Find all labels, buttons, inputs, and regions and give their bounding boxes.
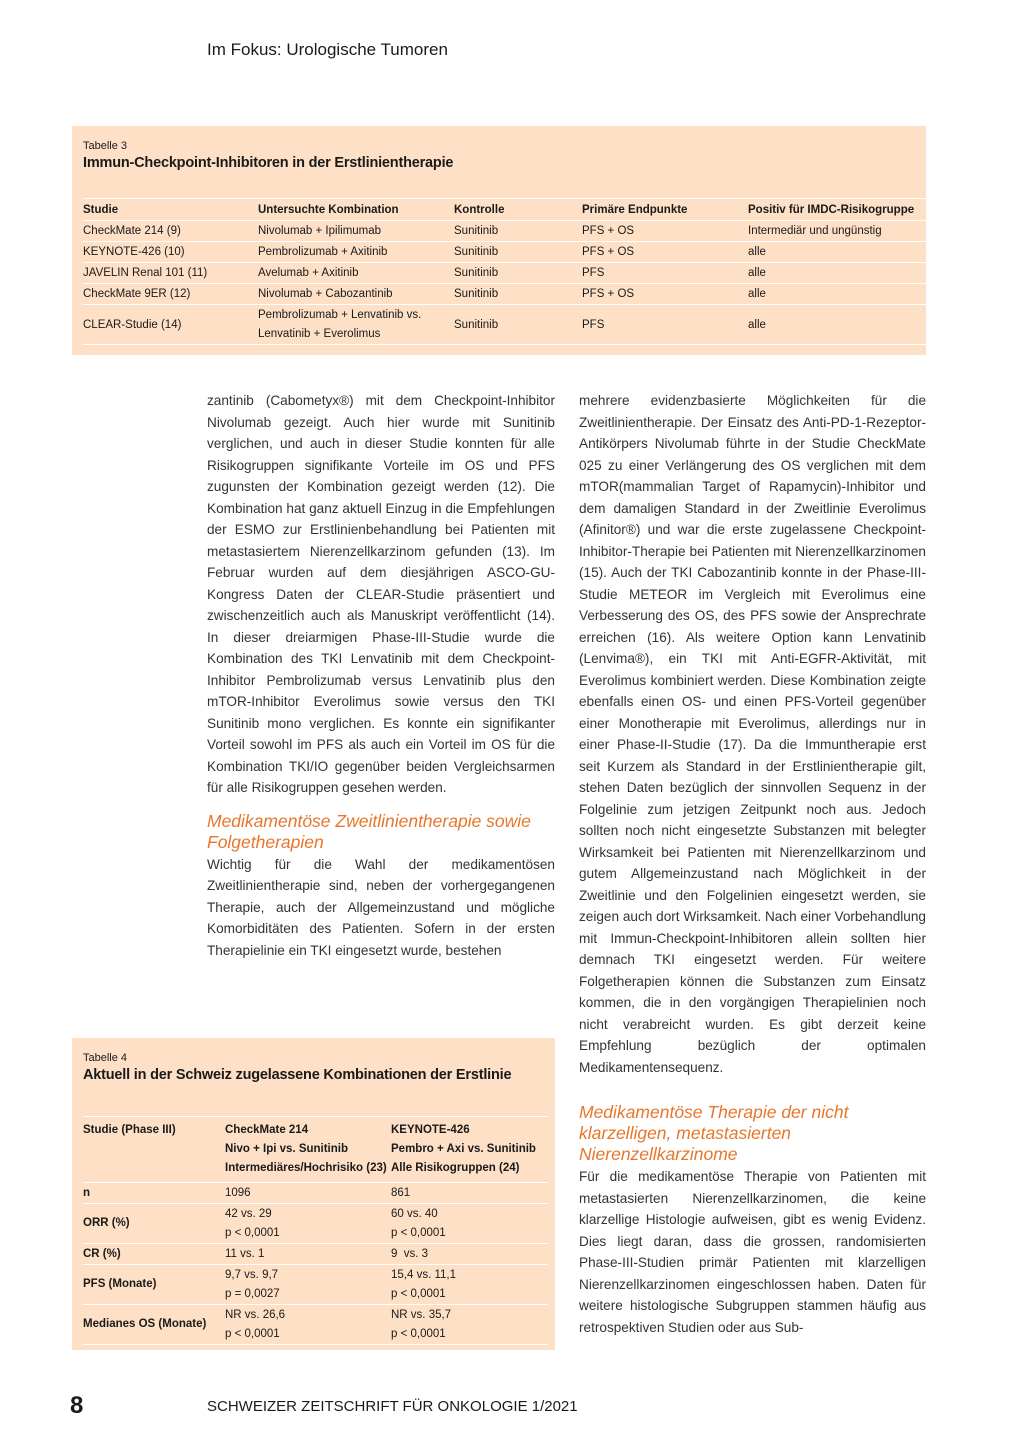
- table-cell: NR vs. 26,6 p < 0,0001: [225, 1305, 391, 1345]
- body-paragraph: zantinib (Cabometyx®) mit dem Checkpoint-Inhibitor Nivolumab gezeigt. Auch hier wurde mit Sunitinib verglichen, und auch in dieser Studie konnten für alle Risikogruppen signifikante Vorteile im OS und PFS zugunsten der Kombination gezeigt werden (12). Die Kombination hat ganz aktuell Einzug in die Empfehlungen der ESMO zur Erstlinienbehandlung bei Patienten mit metastasiertem Nierenzellkarzinom gefunden (13). Im Februar wurden auf dem diesjährigen ASCO-GU-Kongress Daten der CLEAR-Studie präsentiert und zwischenzeitlich auch als Manuskript veröffentlicht (14). In dieser dreiarmigen Phase-III-Studie wurde die Kombination des TKI Lenvatinib mit dem Checkpoint-Inhibitor Pembrolizumab versus Lenvatinib plus den mTOR-Inhibitor Everolimus sowie versus den TKI Sunitinib mono verglichen. Es konnte ein signifikanter Vorteil sowohl im PFS als auch ein Vorteil im OS für die Kombination TKI/IO gegenüber beiden Vergleichsarmen für alle Risikogruppen gesehen werden.: [207, 393, 555, 795]
- table-row: [83, 221, 926, 242]
- table-cell: PFS + OS: [582, 242, 748, 263]
- table-cell: alle: [748, 242, 926, 263]
- section-heading: Medikamentöse Therapie der nicht klarzelligen, metastasierten Nierenzellkarzinome: [579, 1102, 849, 1164]
- table-cell: 60 vs. 40 p < 0,0001: [391, 1204, 548, 1244]
- row-label: n: [83, 1183, 225, 1204]
- table-cell: 1096: [225, 1183, 391, 1204]
- table-cell: Sunitinib: [454, 263, 582, 284]
- table-row: [83, 305, 926, 345]
- table-cell: Pembrolizumab + Axitinib: [258, 242, 454, 263]
- column-header: Positiv für IMDC-Risikogruppe: [748, 199, 926, 221]
- table-cell: alle: [748, 284, 926, 305]
- table4-label: Tabelle 4: [83, 1052, 128, 1064]
- table-cell: alle: [748, 305, 926, 345]
- table3-label: Tabelle 3: [83, 140, 128, 152]
- table3-box: [72, 126, 926, 355]
- table-cell: 9 vs. 3: [391, 1244, 548, 1265]
- table-cell: Avelumab + Axitinib: [258, 263, 454, 284]
- table-row: [83, 242, 926, 263]
- table-cell: CLEAR-Studie (14): [83, 305, 258, 345]
- table-cell: JAVELIN Renal 101 (11): [83, 263, 258, 284]
- column-header: Untersuchte Kombination: [258, 199, 454, 221]
- table-row: [83, 1265, 548, 1305]
- table-row: [83, 1204, 548, 1244]
- body-paragraph: mehrere evidenzbasierte Möglichkeiten für die Zweitlinientherapie. Der Einsatz des Anti-PD-1-Rezeptor-Antikörpers Nivolumab führte in der Studie CheckMate 025 zu einer Verlängerung des OS verglichen mit dem mTOR(mammalian Target of Rapamycin)-Inhibitor und dem damaligen Standard in der Zweitlinie Everolimus (Afinitor®) und war die erste zugelassene Checkpoint-Inhibitor-Therapie bei Patienten mit Nierenzellkarzinomen (15). Auch der TKI Cabozantinib konnte in der Phase-III-Studie METEOR im Vergleich mit Everolimus eine Verbesserung des OS, des PFS sowie der Ansprechrate erreichen (16). Als weitere Option kann Lenvatinib (Lenvima®), ein TKI mit Anti-EGFR-Aktivität, mit Everolimus kombiniert werden. Diese Kombination zeigte ebenfalls einen OS- und einen PFS-Vorteil gegenüber einer Monotherapie mit Everolimus, allerdings nur in einer Phase-II-Studie (17). Da die Immuntherapie erst seit Kurzem als Standard in der Erstlinientherapie gilt, stehen Daten bezüglich der sinnvollen Sequenz in der Folgelinie zum jetzigen Zeitpunkt noch aus. Jedoch sollten noch nicht eingesetzte Substanzen mit belegter Wirksamkeit bei Patienten mit Nierenzellkarzinom und gutem Allgemeinzustand nach Möglichkeit in der Zweitlinie und den Folgelinien eingesetzt werden, sie zeigen auch dort Wirksamkeit. Nach einer Vorbehandlung mit Immun-Checkpoint-Inhibitoren allein sollten hier demnach TKI eingesetzt werden. Für weitere Folgetherapien können die Substanzen zum Einsatz kommen, die in den vorgängigen Therapielinien noch nicht verabreicht wurden. Es gibt derzeit keine Empfehlung bezüglich der optimalen Medikamentensequenz.: [579, 393, 926, 1075]
- column-header: Primäre Endpunkte: [582, 199, 748, 221]
- table-header-row: [83, 199, 926, 221]
- column-header: KEYNOTE-426 Pembro + Axi vs. Sunitinib Alle Risikogruppen (24): [391, 1117, 548, 1183]
- row-label: ORR (%): [83, 1204, 225, 1244]
- table-cell: Nivolumab + Ipilimumab: [258, 221, 454, 242]
- section-heading: Medikamentöse Zweitlinientherapie sowie Folgetherapien: [207, 810, 531, 852]
- table-row: [83, 284, 926, 305]
- table-row: [83, 1305, 548, 1345]
- body-paragraph: Wichtig für die Wahl der medikamentösen Zweitlinientherapie sind, neben der vorhergegangenen Therapie, auch der Allgemeinzustand und mögliche Komorbiditäten des Patienten. Sofern in der ersten Therapielinie ein TKI eingesetzt wurde, bestehen: [207, 856, 555, 958]
- table-cell: PFS: [582, 263, 748, 284]
- right-text-column: [579, 390, 926, 1338]
- table4-box: [72, 1038, 555, 1350]
- column-header: Kontrolle: [454, 199, 582, 221]
- table-cell: PFS + OS: [582, 221, 748, 242]
- table-cell: 42 vs. 29 p < 0,0001: [225, 1204, 391, 1244]
- table-cell: CheckMate 214 (9): [83, 221, 258, 242]
- table-cell: 11 vs. 1: [225, 1244, 391, 1265]
- table-cell: PFS + OS: [582, 284, 748, 305]
- column-header: Studie: [83, 199, 258, 221]
- left-text-column: [207, 390, 555, 961]
- page-number: 8: [70, 1392, 84, 1419]
- table-cell: 9,7 vs. 9,7 p = 0,0027: [225, 1265, 391, 1305]
- table-cell: Pembrolizumab + Lenvatinib vs. Lenvatinib + Everolimus: [258, 305, 454, 345]
- table-header-row: [83, 1117, 548, 1183]
- table-cell: Nivolumab + Cabozantinib: [258, 284, 454, 305]
- table-cell: KEYNOTE-426 (10): [83, 242, 258, 263]
- journal-title: SCHWEIZER ZEITSCHRIFT FÜR ONKOLOGIE 1/2021: [207, 1398, 578, 1415]
- column-header: CheckMate 214 Nivo + Ipi vs. Sunitinib Intermediäres/Hochrisiko (23): [225, 1117, 391, 1183]
- table-cell: 15,4 vs. 11,1 p < 0,0001: [391, 1265, 548, 1305]
- table-cell: PFS: [582, 305, 748, 345]
- table-row: [83, 1183, 548, 1204]
- table3: [83, 198, 926, 345]
- column-header: Studie (Phase III): [83, 1117, 225, 1183]
- section-header: Im Fokus: Urologische Tumoren: [207, 40, 448, 59]
- table-cell: 861: [391, 1183, 548, 1204]
- table-cell: CheckMate 9ER (12): [83, 284, 258, 305]
- table-cell: Sunitinib: [454, 284, 582, 305]
- row-label: PFS (Monate): [83, 1265, 225, 1305]
- table-cell: Sunitinib: [454, 305, 582, 345]
- table-row: [83, 263, 926, 284]
- table-cell: NR vs. 35,7 p < 0,0001: [391, 1305, 548, 1345]
- table-cell: Intermediär und ungünstig: [748, 221, 926, 242]
- table-cell: alle: [748, 263, 926, 284]
- body-paragraph: Für die medikamentöse Therapie von Patienten mit metastasierten Nierenzellkarzinomen, die keine klarzellige Histologie aufweisen, gibt es wenig Evidenz. Dies liegt daran, dass die grossen, randomisierten Phase-III-Studien primär Patienten mit klarzelligen Nierenzellkarzinomen eingeschlossen haben. Daten für weitere histologische Subgruppen stammen häufig aus retrospektiven Studien oder aus Sub-: [579, 1169, 926, 1335]
- row-label: CR (%): [83, 1244, 225, 1265]
- table4: [83, 1116, 548, 1345]
- row-label: Medianes OS (Monate): [83, 1305, 225, 1345]
- table3-title: Immun-Checkpoint-Inhibitoren in der Erstlinientherapie: [83, 155, 454, 171]
- table4-title: Aktuell in der Schweiz zugelassene Kombinationen der Erstlinie: [83, 1067, 512, 1083]
- table-cell: Sunitinib: [454, 242, 582, 263]
- table-cell: Sunitinib: [454, 221, 582, 242]
- table-row: [83, 1244, 548, 1265]
